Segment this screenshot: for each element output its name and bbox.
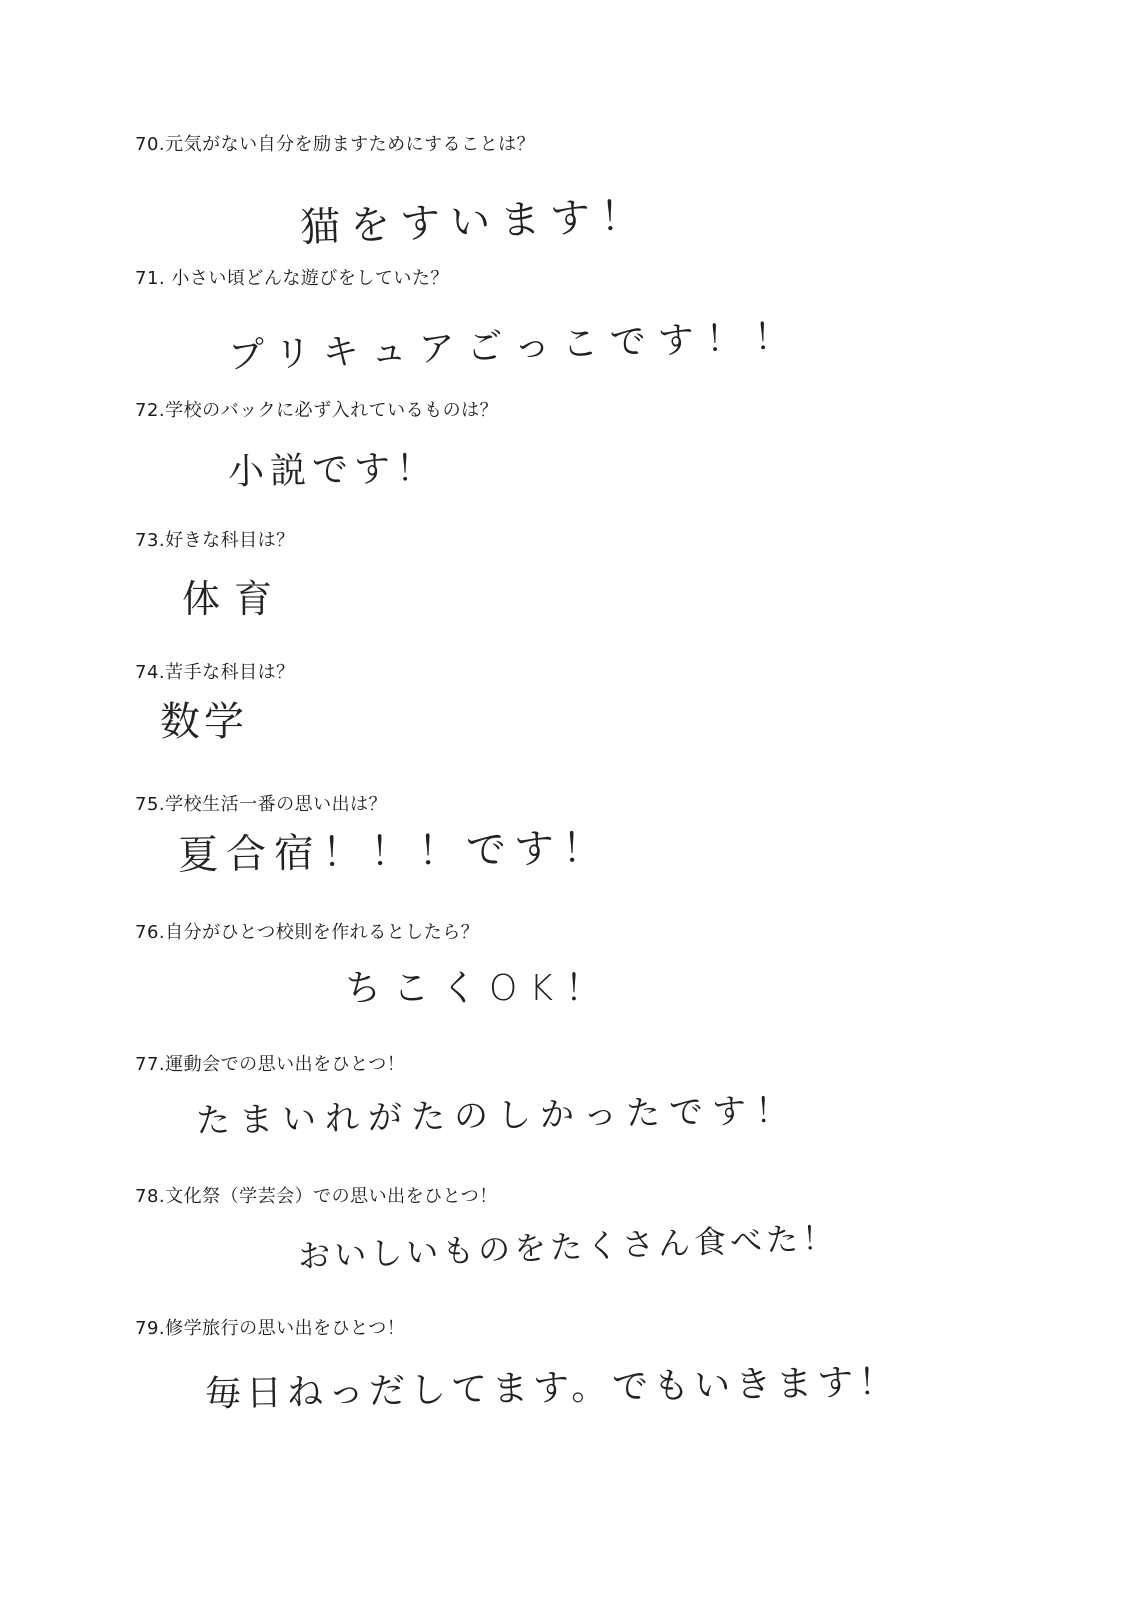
question-text: 運動会での思い出をひとつ！ [165,1054,406,1075]
question-76 [135,918,479,944]
question-70 [135,130,535,156]
question-75 [135,790,387,816]
handwritten-answer-72: 小説です！ [227,448,439,493]
question-number: 75. [135,794,166,815]
question-number: 77. [135,1054,166,1075]
question-number: 71. [135,268,166,289]
question-78 [135,1182,498,1208]
question-number: 70. [135,134,166,155]
question-number: 78. [135,1186,166,1207]
handwritten-answer-78: おいしいものをたくさん食べた！ [297,1218,839,1276]
question-number: 72. [135,400,166,421]
handwritten-answer-73: 体育 [182,577,287,621]
question-74 [135,658,295,684]
question-71 [135,264,449,290]
handwritten-answer-74: 数学 [160,699,248,745]
question-79 [135,1314,405,1340]
handwritten-answer-70: 猫をすいます！ [299,192,651,252]
question-text: 修学旅行の思い出をひとつ！ [165,1318,406,1339]
question-number: 73. [135,530,166,551]
handwritten-answer-77: たまいれがたのしかったです！ [195,1090,799,1142]
question-text: 小さい頃どんな遊びをしていた？ [165,268,449,289]
question-72 [135,396,498,422]
handwritten-answer-71: プリキュアごっこです！！ [227,315,803,377]
question-number: 74. [135,662,166,683]
question-text: 文化祭（学芸会）での思い出をひとつ！ [165,1186,498,1207]
question-text: 好きな科目は？ [165,530,295,551]
question-text: 学校生活一番の思い出は？ [165,794,388,815]
question-text: 自分がひとつ校則を作れるとしたら？ [165,922,480,943]
handwritten-answer-75: 夏合宿！！！です！ [177,825,611,879]
question-text: 学校のバックに必ず入れているものは？ [165,400,499,421]
handwritten-answer-76: ちこくOK！ [345,968,613,1009]
question-77 [135,1050,405,1076]
handwritten-answer-79: 毎日ねっだしてます。でもいきます！ [204,1361,900,1416]
question-73 [135,526,295,552]
question-text: 苦手な科目は？ [165,662,295,683]
question-number: 76. [135,922,166,943]
question-text: 元気がない自分を励ますためにすることは？ [165,134,536,155]
question-number: 79. [135,1318,166,1339]
